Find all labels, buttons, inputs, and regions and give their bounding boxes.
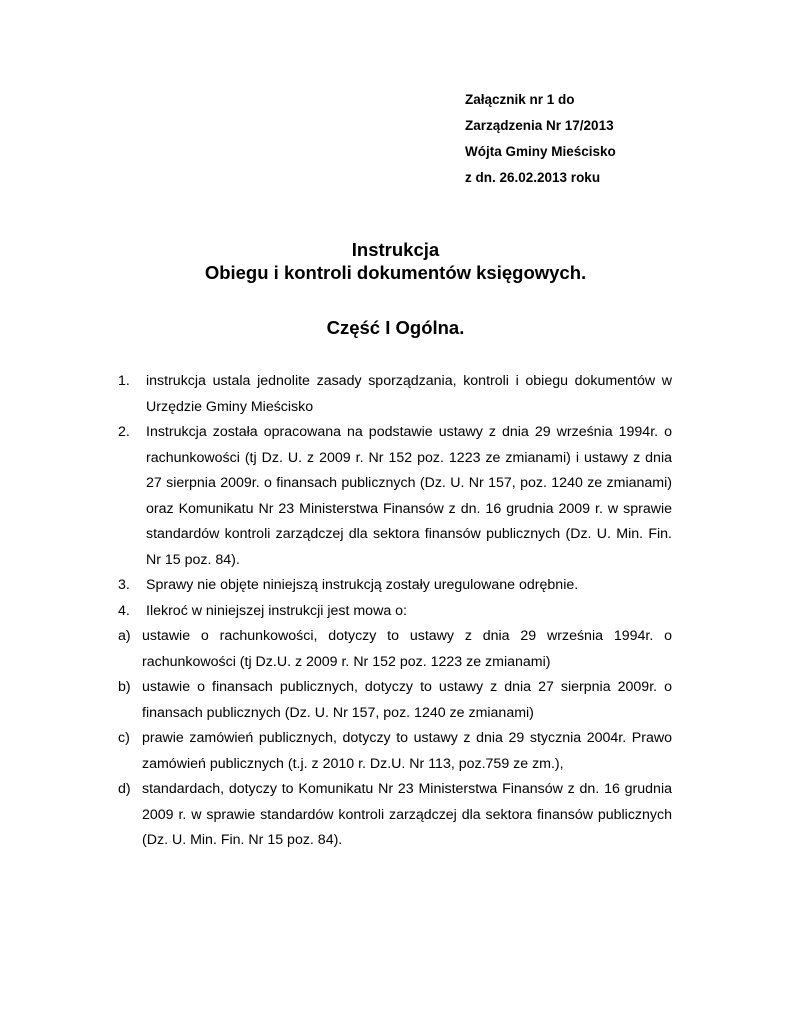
sublist-item-text: ustawie o finansach publicznych, dotyczy to ustawy z dnia 27 sierpnia 2009r. o finansach publicznych (Dz. U. Nr 157, poz. 1240 ze zmianami) xyxy=(142,679,672,721)
annex-line: z dn. 26.02.2013 roku xyxy=(465,170,601,185)
list-item xyxy=(118,599,672,625)
list-item xyxy=(118,420,672,573)
list-item-text: Instrukcja została opracowana na podstawie ustawy z dnia 29 września 1994r. o rachunkowości (tj Dz. U. z 2009 r. Nr 152 poz. 1223 ze zmianami) i ustawy z dnia 27 sierpnia 2009r. o finansach publicznych (Dz. U. Nr 157, poz. 1240 ze zmianami) oraz Komunikatu Nr 23 Ministerstwa Finansów z dn. 16 grudnia 2009 r. w sprawie standardów kontroli zarządczej dla sektora finansów publicznych (Dz. U. Min. Fin. Nr 15 poz. 84). xyxy=(146,424,672,568)
list-number: 2. xyxy=(118,424,130,440)
sublist-item-text: ustawie o rachunkowości, dotyczy to ustawy z dnia 29 września 1994r. o rachunkowości (tj Dz.U. z 2009 r. Nr 152 poz. 1223 ze zmianami) xyxy=(142,628,672,670)
document-title: Instrukcja xyxy=(351,239,440,260)
sublist-letter: a) xyxy=(118,628,131,644)
sublist-letter: c) xyxy=(118,730,130,746)
list-item xyxy=(118,573,672,599)
numbered-list xyxy=(118,369,672,854)
list-number: 3. xyxy=(118,577,130,593)
document-subtitle: Obiegu i kontroli dokumentów księgowych. xyxy=(204,262,587,283)
sublist-item xyxy=(118,624,672,675)
annex-line: Wójta Gminy Mieścisko xyxy=(465,144,616,159)
sublist-item-text: prawie zamówień publicznych, dotyczy to ustawy z dnia 29 stycznia 2004r. Prawo zamówień publicznych (t.j. z 2010 r. Dz.U. Nr 113, poz.759 ze zm.), xyxy=(142,730,672,772)
list-item-text: instrukcja ustala jednolite zasady sporządzania, kontroli i obiegu dokumentów w Urzędzie Gminy Mieścisko xyxy=(146,373,672,415)
sublist-item xyxy=(118,675,672,726)
list-number: 1. xyxy=(118,373,130,389)
list-item xyxy=(118,369,672,420)
list-item-text: Ilekroć w niniejszej instrukcji jest mowa o: xyxy=(146,602,407,619)
annex-line: Załącznik nr 1 do xyxy=(465,92,575,107)
sublist-letter: b) xyxy=(118,679,131,695)
list-item-text: Sprawy nie objęte niniejszą instrukcją zostały uregulowane odrębnie. xyxy=(146,577,579,593)
sublist-item-text: standardach, dotyczy to Komunikatu Nr 23 Ministerstwa Finansów z dn. 16 grudnia 2009 r. w sprawie standardów kontroli zarządczej dla sektora finansów publicznych (Dz. U. Min. Fin. Nr 15 poz. 84). xyxy=(142,781,672,848)
annex-header xyxy=(465,87,616,191)
section-heading: Część I Ogólna. xyxy=(326,317,465,338)
list-number: 4. xyxy=(118,602,130,619)
sublist-item xyxy=(118,726,672,777)
sublist-letter: d) xyxy=(118,781,131,797)
sublist-item xyxy=(118,777,672,854)
annex-line: Zarządzenia Nr 17/2013 xyxy=(465,118,614,133)
